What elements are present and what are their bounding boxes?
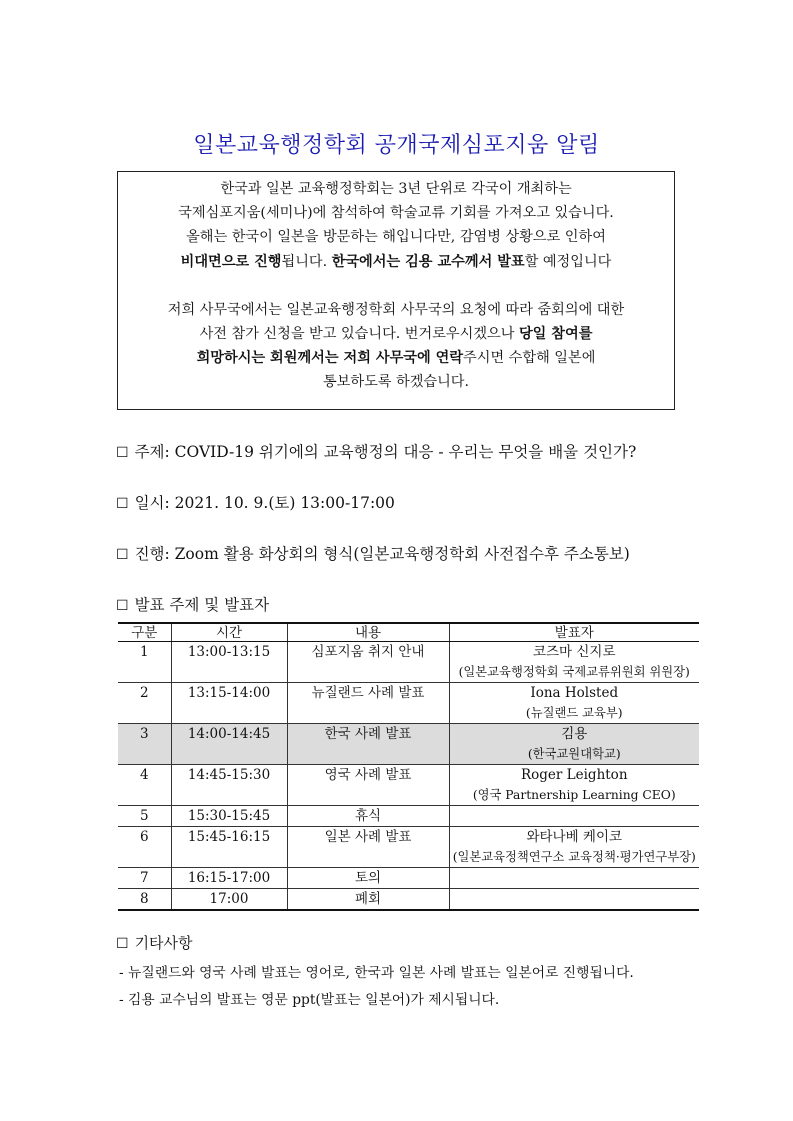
table-row (118, 724, 699, 765)
notice-line (118, 346, 674, 370)
table-header-row (118, 623, 699, 642)
date-text: 일시: 2021. 10. 9.(토) 13:00-17:00 (134, 494, 395, 512)
row-presenter (449, 642, 699, 683)
date-item (116, 491, 395, 513)
row-number: 6 (118, 827, 171, 868)
row-content: 한국 사례 발표 (287, 724, 449, 765)
etc-heading-item (116, 932, 193, 953)
row-time: 16:15-17:00 (171, 868, 287, 889)
method-text: 진행: Zoom 활용 화상회의 형식(일본교육행정학회 사전접수후 주소통보) (134, 545, 630, 563)
row-presenter (449, 827, 699, 868)
table-row (118, 827, 699, 868)
method-item (116, 542, 630, 564)
row-content: 심포지움 취지 안내 (287, 642, 449, 683)
checkbox-square-icon: ☐ (116, 445, 129, 461)
row-number: 7 (118, 868, 171, 889)
presenter-name: Iona Holsted (530, 685, 619, 701)
table-row (118, 889, 699, 911)
page-title: 일본교육행정학회 공개국제심포지움 알림 (193, 133, 600, 158)
checkbox-square-icon: ☐ (116, 496, 129, 512)
notice-bold-text: 희망하시는 회원께서는 저희 사무국에 연락 (196, 350, 464, 367)
notice-bold-text: 당일 참여를 (518, 326, 593, 343)
row-number: 3 (118, 724, 171, 765)
notice-line: 한국과 일본 교육행정학회는 3년 단위로 각국이 개최하는 (220, 181, 572, 197)
presenter-affiliation: (한국교원대학교) (527, 747, 621, 761)
column-header: 발표자 (449, 623, 699, 642)
notice-text: 할 예정입니다 (524, 253, 612, 270)
notice-line: 저희 사무국에서는 일본교육행정학회 사무국의 요청에 따라 줌회의에 대한 (167, 301, 625, 318)
row-time: 17:00 (171, 889, 287, 911)
row-content: 영국 사례 발표 (287, 765, 449, 806)
column-header: 구분 (118, 623, 171, 642)
presenter-name: 김용 (561, 726, 588, 742)
checkbox-square-icon: ☐ (116, 598, 129, 614)
presenter-affiliation: (영국 Partnership Learning CEO) (472, 788, 676, 802)
row-time: 15:30-15:45 (171, 806, 287, 827)
row-time: 14:45-15:30 (171, 765, 287, 806)
presenter-affiliation: (일본교육정책연구소 교육정책·평가연구부장) (452, 850, 696, 864)
row-content: 토의 (287, 868, 449, 889)
row-time: 14:00-14:45 (171, 724, 287, 765)
row-presenter (449, 724, 699, 765)
row-content: 폐회 (287, 889, 449, 911)
table-row (118, 806, 699, 827)
column-header: 내용 (287, 623, 449, 642)
presenter-name: 코즈마 신지로 (532, 644, 616, 660)
schedule-table (118, 622, 699, 911)
etc-note: - 김용 교수님의 발표는 영문 ppt(발표는 일본어)가 제시됩니다. (119, 992, 500, 1008)
checkbox-square-icon: ☐ (116, 547, 129, 563)
presenter-affiliation: (일본교육행정학회 국제교류위원회 위원장) (458, 665, 690, 679)
row-time: 13:15-14:00 (171, 683, 287, 724)
row-content: 휴식 (287, 806, 449, 827)
notice-line: 국제심포지움(세미나)에 참석하여 학술교류 기회를 가져오고 있습니다. (178, 205, 614, 222)
table-row (118, 868, 699, 889)
notice-line: 올해는 한국이 일본을 방문하는 해입니다만, 감염병 상황으로 인하여 (186, 229, 606, 246)
presenter-name: 와타나베 케이코 (526, 829, 623, 845)
presenters-heading: 발표 주제 및 발표자 (134, 596, 270, 614)
notice-text: 사전 참가 신청을 받고 있습니다. 번거로우시겠으나 (199, 326, 519, 343)
presenter-affiliation: (뉴질랜드 교육부) (525, 706, 623, 720)
presenters-item (116, 593, 269, 615)
row-number: 1 (118, 642, 171, 683)
row-presenter (449, 806, 699, 827)
checkbox-square-icon: ☐ (116, 936, 129, 952)
row-number: 4 (118, 765, 171, 806)
notice-text: 됩니다. (281, 253, 332, 270)
presenter-name: Roger Leighton (520, 767, 628, 783)
notice-bold-text: 한국에서는 김용 교수께서 발표 (331, 253, 525, 270)
table-row (118, 683, 699, 724)
row-presenter (449, 889, 699, 911)
notice-box (117, 171, 675, 410)
etc-note: - 뉴질랜드와 영국 사례 발표는 영어로, 한국과 일본 사례 발표는 일본어로 진행됩니다. (119, 965, 634, 981)
row-time: 13:00-13:15 (171, 642, 287, 683)
notice-line (118, 322, 674, 346)
row-number: 8 (118, 889, 171, 911)
row-presenter (449, 765, 699, 806)
row-content: 일본 사례 발표 (287, 827, 449, 868)
row-number: 5 (118, 806, 171, 827)
row-number: 2 (118, 683, 171, 724)
notice-text: 주시면 수합해 일본에 (463, 350, 596, 367)
row-content: 뉴질랜드 사례 발표 (287, 683, 449, 724)
etc-heading: 기타사항 (134, 934, 193, 952)
table-row (118, 642, 699, 683)
row-presenter (449, 868, 699, 889)
notice-bold-text: 비대면으로 진행 (180, 253, 282, 270)
topic-text: 주제: COVID-19 위기에의 교육행정의 대응 - 우리는 무엇을 배울 것인가? (134, 443, 637, 461)
row-presenter (449, 683, 699, 724)
notice-line (118, 250, 674, 274)
table-row (118, 765, 699, 806)
column-header: 시간 (171, 623, 287, 642)
notice-line: 통보하도록 하겠습니다. (322, 374, 470, 391)
row-time: 15:45-16:15 (171, 827, 287, 868)
topic-item (116, 440, 636, 462)
